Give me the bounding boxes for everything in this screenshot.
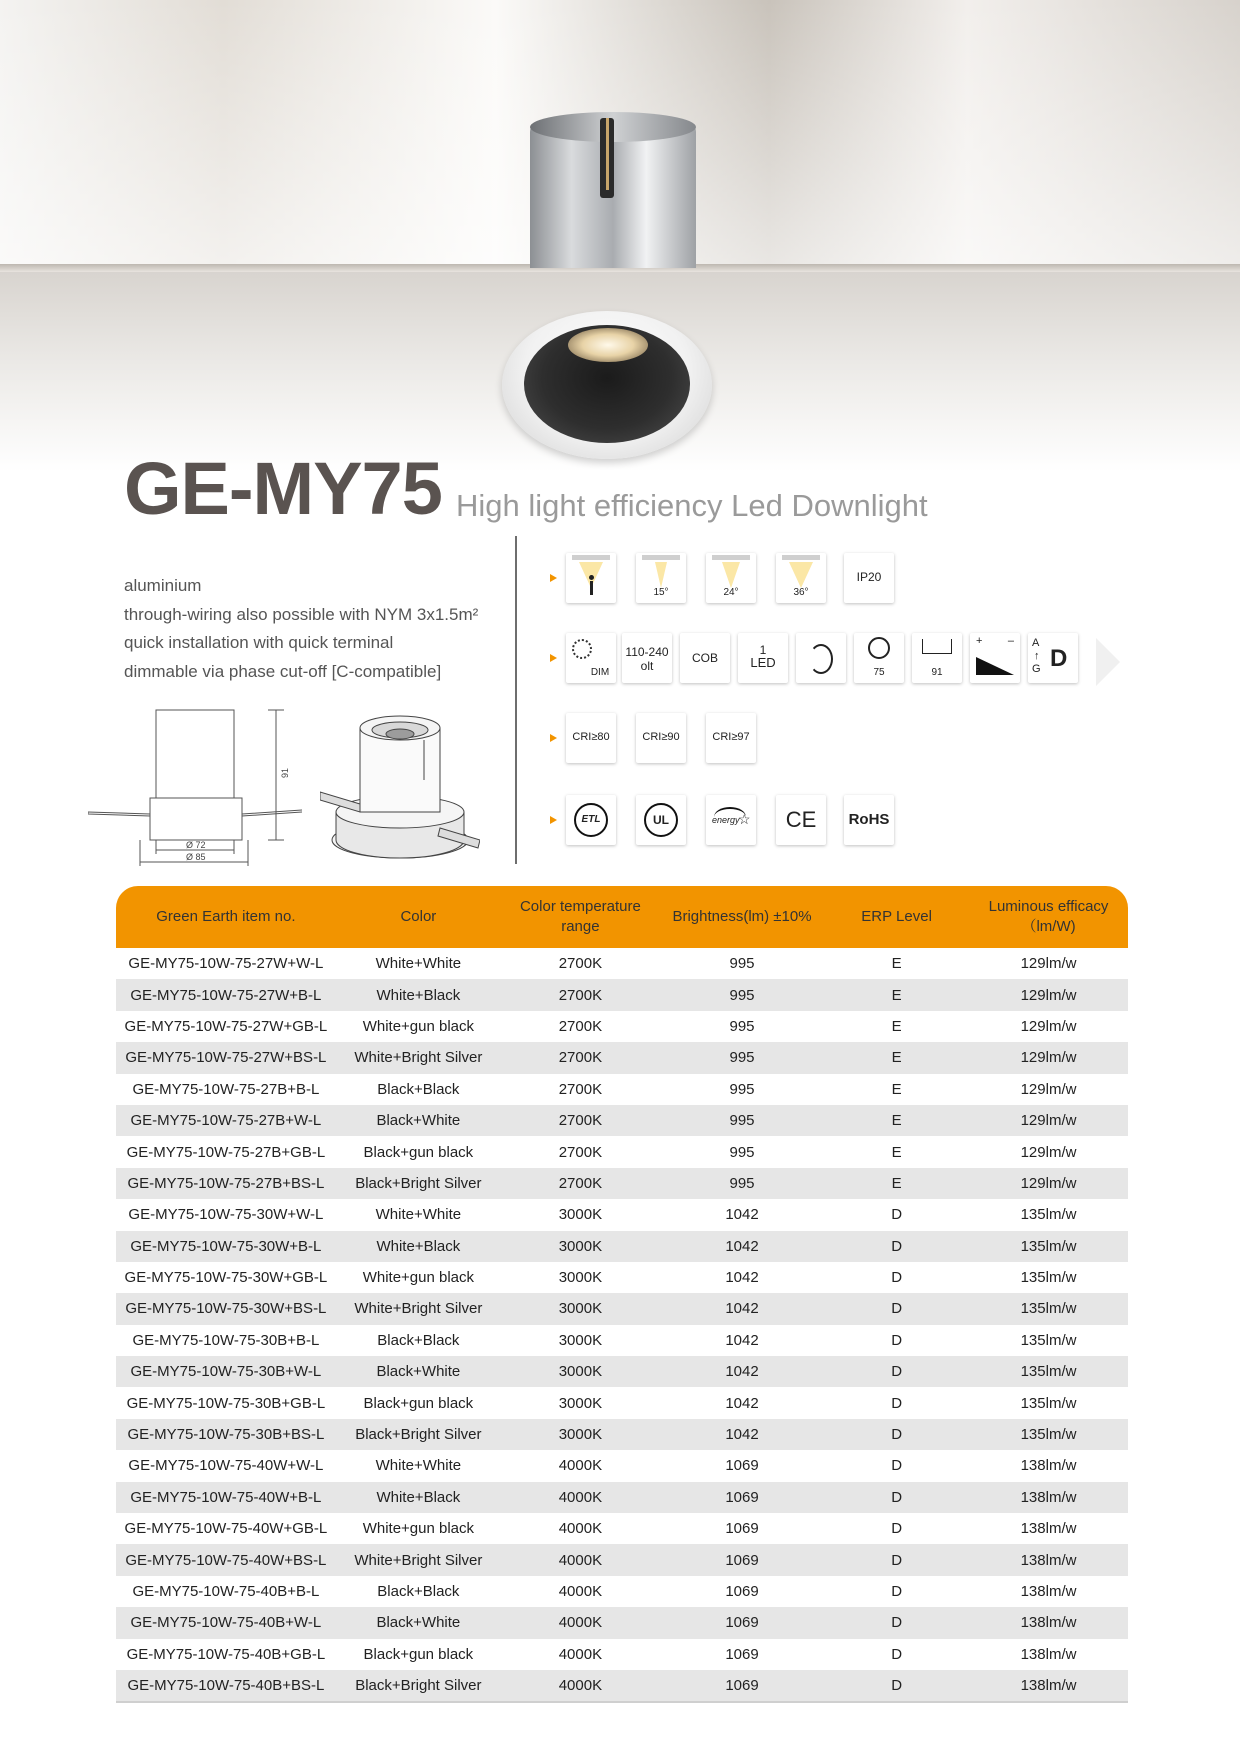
cell-erp-level: E — [891, 1143, 902, 1161]
cell-item-no: GE-MY75-10W-75-30W+BS-L — [116, 1293, 336, 1324]
table-row — [116, 1450, 1128, 1481]
cell-erp-level: D — [891, 1331, 903, 1349]
cell-brightness: 1069 — [660, 1482, 824, 1513]
cell-luminous-efficacy: 129lm/w — [1020, 1017, 1077, 1035]
cell-item-no: GE-MY75-10W-75-40W+BS-L — [116, 1544, 336, 1575]
beam-angle-15-icon: 15° — [636, 553, 686, 603]
cell-erp-level: D — [824, 1544, 969, 1575]
cell-color-temperature: 4000K — [501, 1607, 660, 1638]
table-row — [116, 1199, 1128, 1230]
cell-color-temperature: 4000K — [558, 1520, 603, 1538]
cell-color-temperature: 4000K — [558, 1645, 603, 1663]
feature-item: aluminium — [124, 576, 202, 595]
header-erp-level: ERP Level — [824, 886, 969, 948]
cutout-icon: 75 — [854, 633, 904, 683]
cell-item-no: GE-MY75-10W-75-40W+W-L — [128, 1457, 324, 1475]
cell-erp-level: D — [891, 1583, 903, 1600]
cell-erp-level: D — [824, 1419, 969, 1450]
cell-luminous-efficacy: 135lm/w — [969, 1231, 1128, 1262]
cell-color-temperature: 3000K — [558, 1331, 603, 1349]
cell-color: White+Bright Silver — [336, 1293, 501, 1324]
row-bullet-icon — [550, 654, 557, 662]
cell-erp-level: D — [891, 1457, 903, 1475]
row-bullet-icon — [550, 816, 557, 824]
cell-erp-level: E — [824, 1105, 969, 1136]
etl-certification-icon: ETL — [566, 795, 616, 845]
header-item-no: Green Earth item no. — [116, 886, 336, 948]
table-row — [116, 1136, 1128, 1167]
table-row — [116, 1607, 1128, 1638]
cell-color: Black+Black — [377, 1583, 460, 1600]
dimension-inner-diameter: Ø 72 — [186, 840, 206, 850]
beam-angle-36-icon: 36° — [776, 553, 826, 603]
cell-color-temperature: 2700K — [501, 1105, 660, 1136]
cell-erp-level: D — [891, 1206, 903, 1224]
cell-erp-level: D — [824, 1293, 969, 1324]
table-row — [116, 1356, 1128, 1387]
product-subtitle: High light efficiency Led Downlight — [456, 488, 928, 523]
cell-erp-level: E — [824, 1168, 969, 1199]
beam-angle-24-icon: 24° — [706, 553, 756, 603]
cell-item-no: GE-MY75-10W-75-27W+BS-L — [116, 1042, 336, 1073]
cell-brightness: 1042 — [725, 1331, 759, 1349]
cell-item-no: GE-MY75-10W-75-30B+GB-L — [126, 1394, 326, 1412]
ul-certification-icon: UL — [636, 795, 686, 845]
cell-luminous-efficacy: 135lm/w — [969, 1293, 1128, 1324]
cell-color: White+gun black — [362, 1017, 475, 1035]
table-row — [116, 1105, 1128, 1136]
cell-luminous-efficacy: 129lm/w — [969, 1042, 1128, 1073]
cell-brightness: 995 — [660, 1042, 824, 1073]
cell-color: Black+Bright Silver — [336, 1168, 501, 1199]
cell-luminous-efficacy: 135lm/w — [1020, 1331, 1077, 1349]
cell-erp-level: D — [824, 1231, 969, 1262]
cell-brightness: 1069 — [725, 1520, 759, 1538]
cell-color: Black+White — [336, 1607, 501, 1638]
cell-color: White+Black — [336, 1482, 501, 1513]
cri97-icon: CRI≥97 — [706, 713, 756, 763]
cell-color-temperature: 4000K — [558, 1457, 603, 1475]
cell-color-temperature: 3000K — [558, 1269, 603, 1287]
cell-luminous-efficacy: 129lm/w — [969, 979, 1128, 1010]
cri80-icon: CRI≥80 — [566, 713, 616, 763]
table-row — [116, 1670, 1128, 1702]
cell-color: Black+gun black — [363, 1143, 474, 1161]
cell-brightness: 1042 — [725, 1206, 759, 1224]
cell-luminous-efficacy: 129lm/w — [969, 1105, 1128, 1136]
cell-color-temperature: 3000K — [558, 1394, 603, 1412]
cell-color: Black+gun black — [363, 1394, 474, 1412]
header-color: Color — [336, 886, 501, 948]
cell-brightness: 995 — [660, 1168, 824, 1199]
cell-color-temperature: 4000K — [558, 1583, 603, 1600]
table-row — [116, 1482, 1128, 1513]
feature-item: dimmable via phase cut-off [C-compatible] — [124, 661, 442, 681]
cell-luminous-efficacy: 129lm/w — [1020, 1143, 1077, 1161]
cell-color: Black+Black — [377, 1331, 460, 1349]
table-row — [116, 1262, 1128, 1293]
table-row — [116, 1387, 1128, 1418]
table-row — [116, 1576, 1128, 1607]
cell-item-no: GE-MY75-10W-75-40B+W-L — [116, 1607, 336, 1638]
cell-luminous-efficacy: 135lm/w — [1020, 1269, 1077, 1287]
table-row — [116, 1513, 1128, 1544]
cell-item-no: GE-MY75-10W-75-40W+B-L — [116, 1482, 336, 1513]
feature-item: quick installation with quick terminal — [124, 633, 394, 652]
cell-color: White+White — [375, 1206, 462, 1224]
cell-color-temperature: 3000K — [558, 1206, 603, 1224]
table-header-row — [116, 886, 1128, 948]
cell-brightness: 1042 — [660, 1356, 824, 1387]
cell-item-no: GE-MY75-10W-75-30W+W-L — [128, 1206, 324, 1224]
cell-erp-level: E — [891, 1080, 902, 1098]
cell-erp-level: D — [824, 1482, 969, 1513]
cell-brightness: 1069 — [660, 1544, 824, 1575]
cell-color: Black+gun black — [363, 1645, 474, 1663]
cell-luminous-efficacy: 138lm/w — [969, 1607, 1128, 1638]
cell-color: Black+White — [336, 1105, 501, 1136]
cell-luminous-efficacy: 138lm/w — [1020, 1645, 1077, 1663]
dimension-height: 91 — [280, 767, 290, 778]
cell-color: Black+Bright Silver — [336, 1419, 501, 1450]
spec-bar-arrow-icon — [1096, 638, 1120, 686]
cell-item-no: GE-MY75-10W-75-40W+GB-L — [124, 1520, 328, 1538]
table-row — [116, 1168, 1128, 1199]
dimmable-icon: DIM — [566, 633, 616, 683]
table-body — [116, 948, 1128, 1702]
cell-color-temperature: 2700K — [501, 1168, 660, 1199]
ce-certification-icon: CE — [776, 795, 826, 845]
cell-erp-level: D — [891, 1394, 903, 1412]
cell-brightness: 1069 — [725, 1645, 759, 1663]
dimension-drawing — [88, 700, 308, 870]
cell-color: Black+White — [336, 1356, 501, 1387]
table-row — [116, 1419, 1128, 1450]
product-model: GE-MY75 — [124, 447, 442, 530]
cell-item-no: GE-MY75-10W-75-30B+BS-L — [116, 1419, 336, 1450]
cell-luminous-efficacy: 138lm/w — [1020, 1520, 1077, 1538]
cell-brightness: 995 — [660, 1105, 824, 1136]
cell-color-temperature: 3000K — [501, 1231, 660, 1262]
cell-brightness: 1069 — [660, 1670, 824, 1702]
cell-brightness: 1069 — [660, 1607, 824, 1638]
product-spec-table — [116, 886, 1128, 1703]
cell-erp-level: D — [891, 1520, 903, 1538]
perspective-drawing — [320, 700, 480, 870]
table-row — [116, 948, 1128, 979]
cell-erp-level: E — [891, 955, 902, 973]
voltage-icon: 110-240 olt — [622, 633, 672, 683]
cell-item-no: GE-MY75-10W-75-27W+W-L — [128, 955, 324, 973]
cell-luminous-efficacy: 135lm/w — [969, 1419, 1128, 1450]
table-row — [116, 1544, 1128, 1575]
cell-color: White+gun black — [362, 1269, 475, 1287]
header-luminous-efficacy: Luminous efficacy （lm/W) — [969, 886, 1128, 948]
cell-color-temperature: 3000K — [501, 1356, 660, 1387]
led-count-icon: 1 LED — [738, 633, 788, 683]
cell-brightness: 1042 — [725, 1394, 759, 1412]
cell-erp-level: D — [824, 1670, 969, 1702]
cell-color: White+White — [375, 955, 462, 973]
product-photo — [0, 0, 1240, 470]
cell-luminous-efficacy: 138lm/w — [969, 1482, 1128, 1513]
cell-luminous-efficacy: 138lm/w — [969, 1670, 1128, 1702]
cell-luminous-efficacy: 138lm/w — [969, 1544, 1128, 1575]
cell-color-temperature: 2700K — [558, 1080, 603, 1098]
cell-color-temperature: 2700K — [558, 1143, 603, 1161]
cri90-icon: CRI≥90 — [636, 713, 686, 763]
cell-color-temperature: 4000K — [501, 1544, 660, 1575]
row-bullet-icon — [550, 574, 557, 582]
cell-item-no: GE-MY75-10W-75-27W+B-L — [116, 979, 336, 1010]
energy-star-icon: energy ☆ — [706, 795, 756, 845]
cell-color: White+Bright Silver — [336, 1042, 501, 1073]
cell-erp-level: D — [891, 1645, 903, 1663]
cell-item-no: GE-MY75-10W-75-27B+B-L — [132, 1080, 320, 1098]
cell-brightness: 1042 — [660, 1231, 824, 1262]
cell-brightness: 1042 — [660, 1293, 824, 1324]
cell-item-no: GE-MY75-10W-75-40B+B-L — [132, 1583, 320, 1600]
cell-color: White+gun black — [362, 1520, 475, 1538]
table-row — [116, 1074, 1128, 1105]
cell-brightness: 995 — [660, 979, 824, 1010]
table-row — [116, 1011, 1128, 1042]
cell-luminous-efficacy: 135lm/w — [1020, 1206, 1077, 1224]
rohs-certification-icon: RoHS — [844, 795, 894, 845]
cell-luminous-efficacy: 138lm/w — [1020, 1583, 1077, 1600]
person-beam-icon — [566, 553, 616, 603]
cell-color-temperature: 2700K — [558, 1017, 603, 1035]
table-row — [116, 1325, 1128, 1356]
cell-luminous-efficacy: 135lm/w — [969, 1356, 1128, 1387]
cell-item-no: GE-MY75-10W-75-30B+B-L — [132, 1331, 320, 1349]
ip20-icon: IP20 — [844, 553, 894, 603]
cell-erp-level: E — [891, 1017, 902, 1035]
rotatable-icon — [796, 633, 846, 683]
dimension-outer-diameter: Ø 85 — [186, 852, 206, 862]
row-bullet-icon — [550, 734, 557, 742]
cell-item-no: GE-MY75-10W-75-30W+GB-L — [124, 1269, 328, 1287]
header-brightness: Brightness(lm) ±10% — [660, 886, 824, 948]
cell-item-no: GE-MY75-10W-75-30W+B-L — [116, 1231, 336, 1262]
cell-item-no: GE-MY75-10W-75-27B+GB-L — [126, 1143, 326, 1161]
cob-icon: COB — [680, 633, 730, 683]
cell-item-no: GE-MY75-10W-75-27B+BS-L — [116, 1168, 336, 1199]
cell-erp-level: E — [824, 979, 969, 1010]
cell-color-temperature: 4000K — [501, 1482, 660, 1513]
feature-list — [124, 572, 478, 686]
cell-luminous-efficacy: 129lm/w — [1020, 1080, 1077, 1098]
cell-item-no: GE-MY75-10W-75-30B+W-L — [116, 1356, 336, 1387]
cell-color: White+White — [375, 1457, 462, 1475]
cell-brightness: 995 — [729, 955, 755, 973]
table-row — [116, 1639, 1128, 1670]
cell-color: White+Bright Silver — [336, 1544, 501, 1575]
section-divider — [515, 536, 517, 864]
cell-color: Black+Black — [377, 1080, 460, 1098]
cell-erp-level: E — [824, 1042, 969, 1073]
cell-color-temperature: 2700K — [501, 1042, 660, 1073]
table-row — [116, 979, 1128, 1010]
table-row — [116, 1042, 1128, 1073]
header-color-temperature: Color temperature range — [501, 886, 660, 948]
cell-brightness: 1069 — [725, 1583, 759, 1600]
cell-color-temperature: 4000K — [501, 1670, 660, 1702]
cell-color: White+Black — [336, 979, 501, 1010]
cell-color-temperature: 3000K — [501, 1419, 660, 1450]
cell-item-no: GE-MY75-10W-75-40B+BS-L — [116, 1670, 336, 1702]
cell-luminous-efficacy: 135lm/w — [1020, 1394, 1077, 1412]
adjustable-output-icon: + – — [970, 633, 1020, 683]
cell-luminous-efficacy: 138lm/w — [1020, 1457, 1077, 1475]
cell-brightness: 1042 — [660, 1419, 824, 1450]
cell-item-no: GE-MY75-10W-75-27B+W-L — [116, 1105, 336, 1136]
table-row — [116, 1293, 1128, 1324]
height-icon: 91 — [912, 633, 962, 683]
cell-color: White+Black — [336, 1231, 501, 1262]
erp-scale-icon: A ↑ G D — [1028, 633, 1078, 683]
cell-brightness: 995 — [729, 1017, 755, 1035]
cell-brightness: 1069 — [725, 1457, 759, 1475]
cell-erp-level: D — [824, 1356, 969, 1387]
cell-brightness: 1042 — [725, 1269, 759, 1287]
cell-color-temperature: 2700K — [501, 979, 660, 1010]
cell-color: Black+Bright Silver — [336, 1670, 501, 1702]
cell-brightness: 995 — [729, 1143, 755, 1161]
cell-erp-level: D — [824, 1607, 969, 1638]
cell-color-temperature: 2700K — [558, 955, 603, 973]
table-row — [116, 1231, 1128, 1262]
cell-luminous-efficacy: 129lm/w — [1020, 955, 1077, 973]
feature-item: through-wiring also possible with NYM 3x1.5m² — [124, 604, 479, 624]
cell-item-no: GE-MY75-10W-75-40B+GB-L — [126, 1645, 326, 1663]
cell-luminous-efficacy: 129lm/w — [969, 1168, 1128, 1199]
cell-color-temperature: 3000K — [501, 1293, 660, 1324]
cell-item-no: GE-MY75-10W-75-27W+GB-L — [124, 1017, 328, 1035]
downlight-light-source — [568, 328, 648, 362]
cell-erp-level: D — [891, 1269, 903, 1287]
cell-brightness: 995 — [729, 1080, 755, 1098]
